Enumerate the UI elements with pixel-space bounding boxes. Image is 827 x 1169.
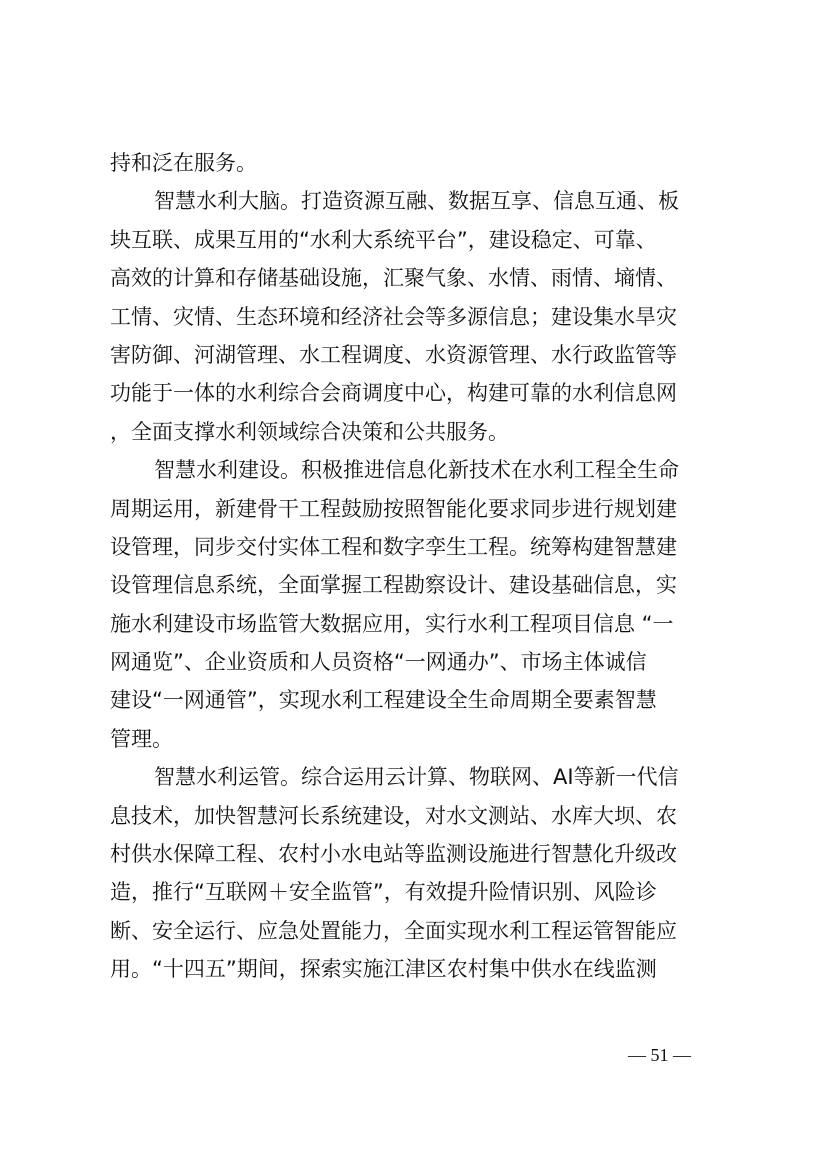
- text-line: 网通览”、企业资质和人员资格“一网通办”、市场主体诚信: [110, 650, 647, 675]
- text-line: 设管理，同步交付实体工程和数字孪生工程。统筹构建智慧建: [110, 534, 677, 559]
- text-line: 施水利建设市场监管大数据应用，实行水利工程项目信息 “一: [110, 611, 674, 636]
- text-line: 害防御、河湖管理、水工程调度、水资源管理、水行政监管等: [110, 342, 677, 367]
- text-line: 管理。: [110, 726, 173, 751]
- text-line: 设管理信息系统，全面掌握工程勘察设计、建设基础信息，实: [110, 573, 677, 598]
- text-line: 建设“一网通管”，实现水利工程建设全生命周期全要素智慧: [110, 688, 657, 713]
- body-text: [110, 144, 710, 989]
- text-line: 智慧水利运管。综合运用云计算、物联网、AI等新一代信: [154, 765, 679, 790]
- text-line: 周期运用，新建骨干工程鼓励按照智能化要求同步进行规划建: [110, 496, 677, 521]
- text-line: 块互联、成果互用的“水利大系统平台”，建设稳定、可靠、: [110, 227, 657, 252]
- text-line: 工情、灾情、生态环境和经济社会等多源信息；建设集水旱灾: [110, 304, 677, 329]
- text-line: 高效的计算和存储基础设施，汇聚气象、水情、雨情、墒情、: [110, 266, 677, 291]
- text-line: 造，推行“互联网＋安全监管”，有效提升险情识别、风险诊: [110, 880, 657, 905]
- text-line: 断、安全运行、应急处置能力，全面实现水利工程运管智能应: [110, 918, 677, 943]
- text-line: 持和泛在服务。: [110, 151, 257, 175]
- text-line: 智慧水利建设。积极推进信息化新技术在水利工程全生命: [154, 458, 679, 483]
- text-line: 息技术，加快智慧河长系统建设，对水文测站、水库大坝、农: [110, 803, 677, 828]
- text-line: ，全面支撑水利领域综合决策和公共服务。: [110, 419, 509, 444]
- text-line: 智慧水利大脑。打造资源互融、数据互享、信息互通、板: [154, 189, 679, 214]
- text-line: 村供水保障工程、农村小水电站等监测设施进行智慧化升级改: [110, 842, 677, 867]
- text-line: 用。“十四五”期间，探索实施江津区农村集中供水在线监测: [110, 957, 657, 982]
- page-number: — 51 —: [628, 1045, 691, 1065]
- text-line: 功能于一体的水利综合会商调度中心，构建可靠的水利信息网: [110, 381, 677, 406]
